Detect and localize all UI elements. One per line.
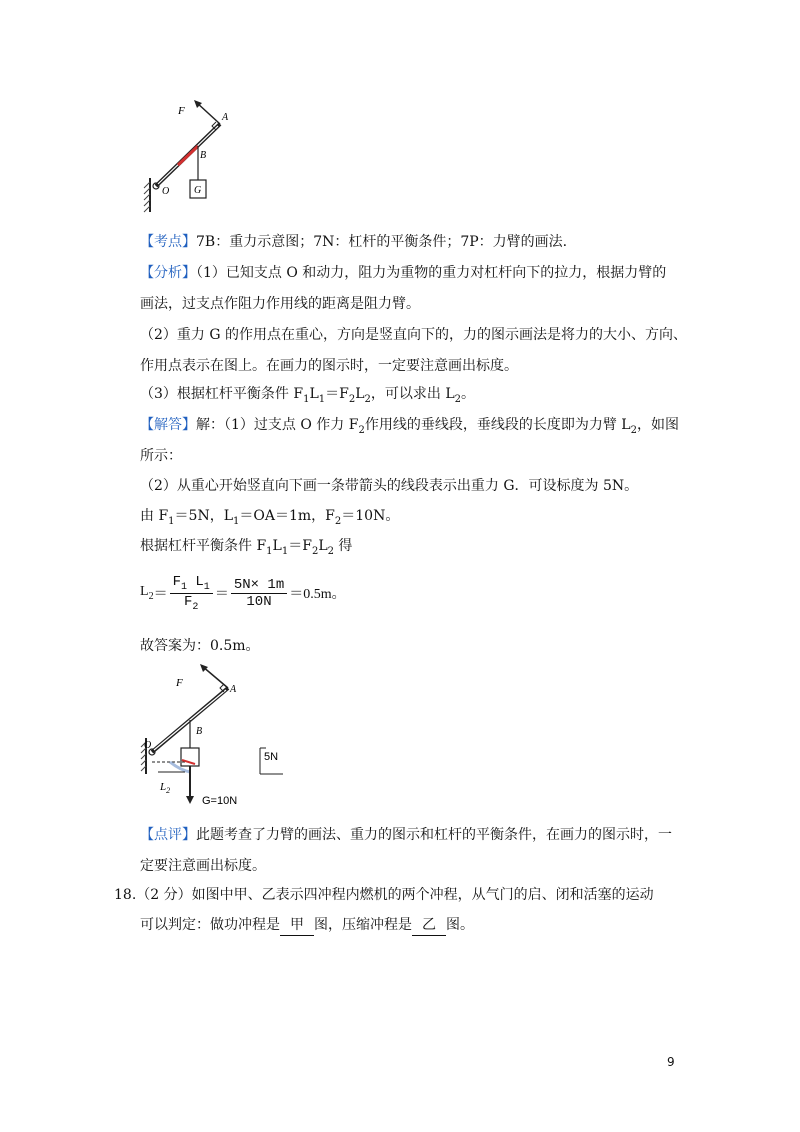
q18-answer-2: 乙 (412, 915, 446, 936)
jieda-tag: 【解答】 (140, 417, 196, 433)
fenxi-line-5: （3）根据杠杆平衡条件 $F_1L_1=F_2L_2$，可以求出 $L_2$。 (140, 386, 476, 405)
label-F: F (176, 677, 183, 689)
jieda-line-2: 所示： (140, 448, 182, 464)
fenxi-text-1: （1）已知支点 O 和动力，阻力为重物的重力对杠杆向下的拉力，根据力臂的 (196, 265, 667, 281)
label-O: O (144, 740, 152, 751)
lever-diagram-2 (140, 662, 290, 812)
dianping-line-2: 定要注意画出标度。 (140, 858, 266, 874)
dianping-tag: 【点评】 (140, 827, 196, 843)
jieda-line-1: 【解答】解：（1）过支点 O 作力 $F_2$作用线的垂线段，垂线段的长度即为力臂 $L_2$，如图 (140, 417, 679, 436)
lever-equation: $L_2$ ＝ $F_1$ $L_1$ $F_2$ ＝ 5N× 1m 10N ＝0.5m。 (140, 573, 346, 613)
kaodian-text: 7B：重力示意图；7N：杠杆的平衡条件；7P：力臂的画法. (196, 234, 568, 250)
label-F: F (178, 105, 185, 117)
fraction-symbolic: $F_1$ $L_1$ $F_2$ (170, 574, 213, 613)
fenxi-line-2: 画法，过支点作阻力作用线的距离是阻力臂。 (140, 296, 420, 312)
jieda-line-3: （2）从重心开始竖直向下画一条带箭头的线段表示出重力 G．可设标度为 5N。 (140, 478, 639, 494)
q18-number: 18. (114, 887, 137, 903)
fenxi-tag: 【分析】 (140, 265, 196, 281)
kaodian-tag: 【考点】 (140, 234, 196, 250)
q18-line-1 (114, 885, 654, 905)
jieda-line-4: 由 $F_1=5N$，$L_1=OA=1m$，$F_2=10N$。 (140, 508, 400, 527)
dianping-text-1: 此题考查了力臂的画法、重力的图示和杠杆的平衡条件，在画力的图示时，一 (196, 827, 672, 843)
jieda-line-5: 根据杠杆平衡条件 $F_1L_1=F_2L_2$ 得 (140, 538, 353, 557)
q18-answer-1: 甲 (280, 915, 314, 936)
label-B: B (196, 726, 203, 737)
label-G: G=10N (202, 795, 238, 807)
fenxi-line-1 (140, 263, 666, 283)
fenxi-line-4: 作用点表示在图上。在画力的图示时，一定要注意画出标度。 (140, 358, 518, 374)
label-A: A (222, 112, 229, 123)
q18-text-1: （2 分）如图中甲、乙表示四冲程内燃机的两个冲程，从气门的启、闭和活塞的运动 (136, 887, 654, 903)
label-G: G (194, 185, 202, 196)
fraction-numeric: 5N× 1m 10N (231, 577, 287, 610)
q18-line-2: 可以判定：做功冲程是 甲 图，压缩冲程是 乙 图。 (140, 915, 474, 936)
page-number: 9 (667, 1055, 675, 1069)
label-B: B (200, 150, 207, 161)
label-scale: 5N (264, 751, 279, 763)
answer-line: 故答案为：0.5m。 (140, 638, 260, 654)
label-A: A (230, 684, 237, 695)
kaodian-line (140, 232, 567, 252)
lever-diagram-1 (140, 100, 250, 215)
fenxi-line-3: （2）重力 G 的作用点在重心，方向是竖直向下的，力的图示画法是将力的大小、方向、 (140, 327, 687, 343)
label-L2: $L_2$ (160, 781, 171, 795)
dianping-line-1 (140, 825, 672, 845)
label-O: O (162, 186, 170, 197)
